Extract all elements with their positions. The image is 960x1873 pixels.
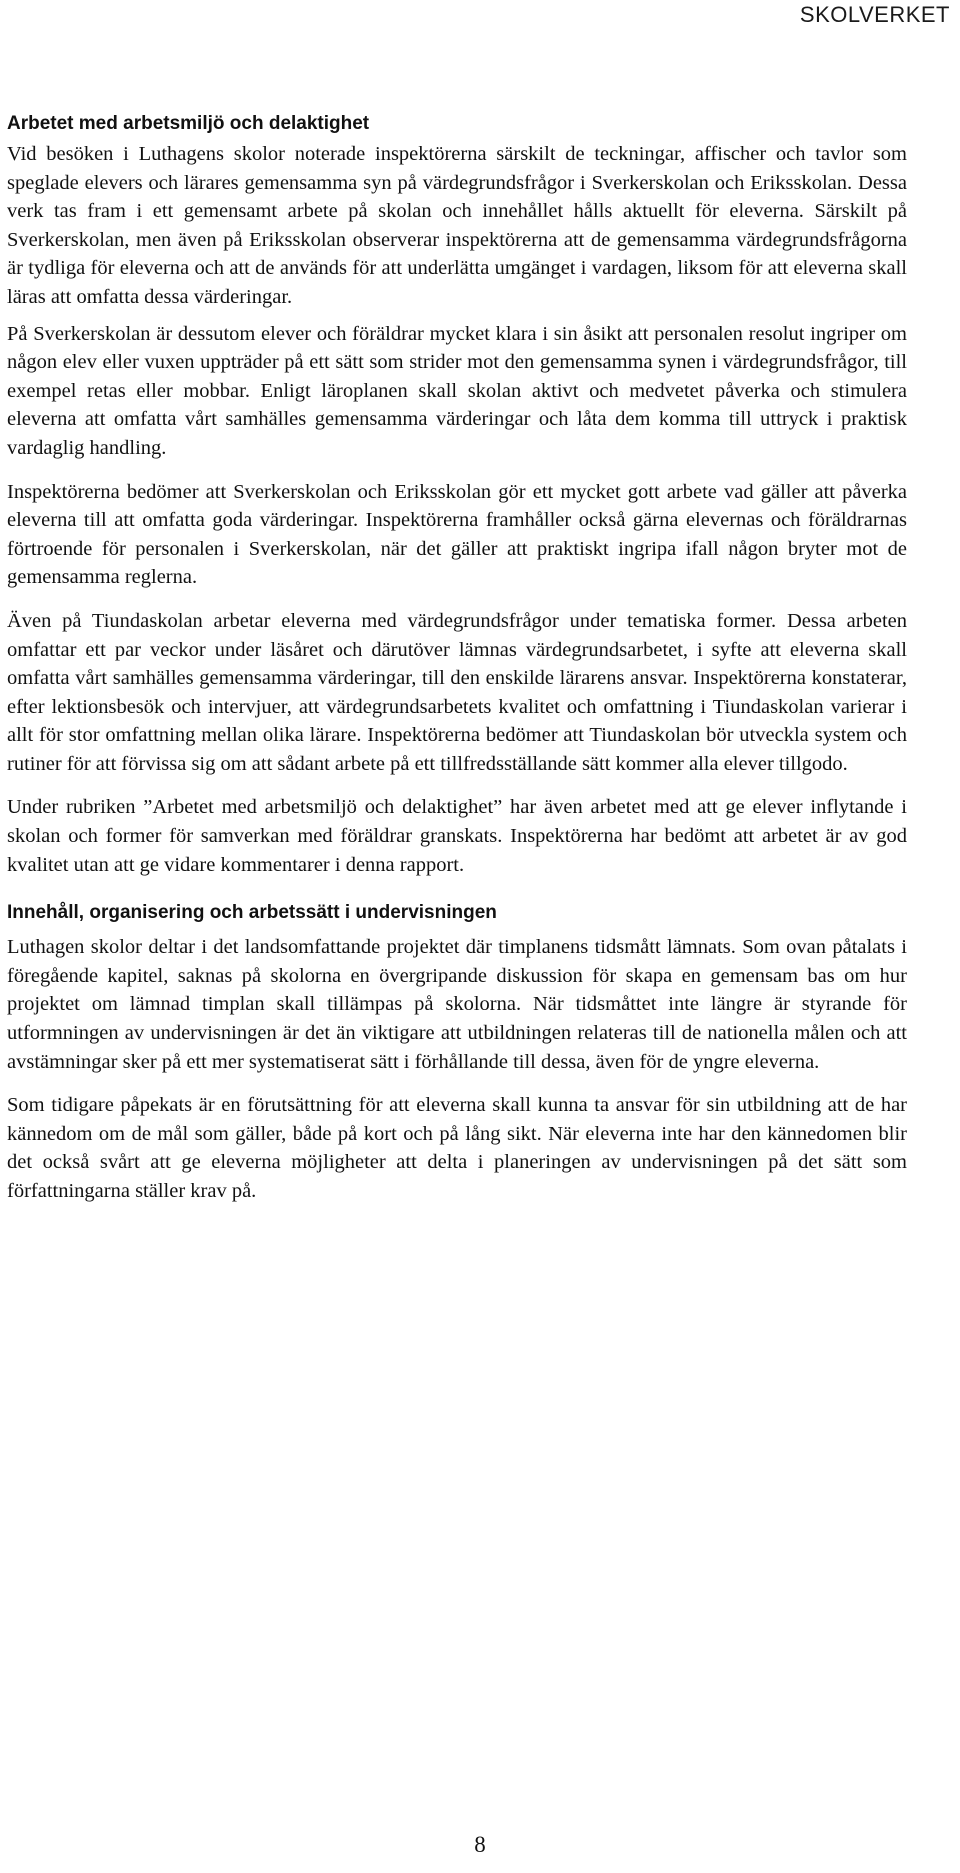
organization-header: SKOLVERKET: [799, 2, 950, 27]
paragraph: Luthagen skolor deltar i det landsomfattande projektet där timplanens tidsmått lämnats. Som ovan påtalats i föregående kapitel, saknas på skolorna en övergripande diskussion för skapa en gemensam bas om hur projektet om lämnad timplan skall tillämpas på skolorna. När tidsmåttet inte längre är styrande för utformningen av undervisningen är det än viktigare att utbildningen relateras till de nationella målen och att avstämningar sker på ett mer systematiserat sätt i förhållande till dessa, även för de yngre eleverna.: [7, 936, 907, 1073]
paragraph: Under rubriken ”Arbetet med arbetsmiljö och delaktighet” har även arbetet med att ge elever inflytande i skolan och former för samverkan med föräldrar granskats. Inspektörerna har bedömt att arbetet är av god kvalitet utan att ge vidare kommentarer i denna rapport.: [7, 796, 907, 876]
paragraph: Inspektörerna bedömer att Sverkerskolan och Eriksskolan gör ett mycket gott arbete vad gäller att påverka eleverna till att omfatta goda värderingar. Inspektörerna framhåller också gärna elevernas och föräldrarnas förtroende för personalen i Sverkerskolan, när det gäller att praktiskt ingripa ifall någon bryter mot de gemensamma reglerna.: [7, 480, 907, 589]
page-number: 8: [474, 1832, 486, 1857]
paragraph: Som tidigare påpekats är en förutsättning för att eleverna skall kunna ta ansvar för sin utbildning att de har kännedom om de mål som gäller, både på kort och på lång sikt. När eleverna inte har den kännedomen blir det också svårt att ge eleverna möjligheter att delta i planeringen av undervisningen på det sätt som författningarna ställer krav på.: [7, 1094, 907, 1202]
paragraph: Vid besöken i Luthagens skolor noterade inspektörerna särskilt de teckningar, affischer och tavlor som speglade elevers och lärares gemensamma syn på värdegrundsfrågor i Sverkerskolan och Eriksskolan. Dessa verk tas fram i ett gemensamt arbete på skolan och innehållet hålls aktuellt för eleverna. Särskilt på Sverkerskolan, men även på Eriksskolan observerar inspektörerna att de gemensamma värdegrundsfrågorna är tydliga för eleverna och att de används för att underlätta umgänget i vardagen, liksom för att eleverna skall läras att omfatta dessa värderingar.: [7, 143, 907, 308]
section-heading-arbetsmiljo: Arbetet med arbetsmiljö och delaktighet: [7, 113, 370, 134]
paragraph: Även på Tiundaskolan arbetar eleverna med värdegrundsfrågor under tematiska former. Dessa arbeten omfattar ett par veckor under läsåret och därutöver lämnas värdegrundsarbetet, i syfte att eleverna skall omfatta vårt samhälles gemensamma värderingar, till den enskilde lärarens ansvar. Inspektörerna konstaterar, efter lektionsbesök och intervjuer, att värdegrundsarbetets kvalitet och omfattning i Tiundaskolan varierar i allt för stor omfattning mellan olika lärare. Inspektörerna bedömer att Tiundaskolan bör utveckla system och rutiner för att förvissa sig om att sådant arbete på ett tillfredsställande sätt kommer alla elever tillgodo.: [7, 609, 907, 775]
document-body: [7, 112, 907, 1221]
paragraph: På Sverkerskolan är dessutom elever och föräldrar mycket klara i sin åsikt att personalen resolut ingriper om någon elev eller vuxen uppträder på ett sätt som strider mot den gemensamma synen i värdegrundsfrågor, till exempel retas eller mobbar. Enligt läroplanen skall skolan aktivt och medvetet påverka och stimulera eleverna att omfatta vårt samhälles gemensamma värderingar och låta dem komma till uttryck i praktisk vardaglig handling.: [7, 322, 907, 459]
section-heading-undervisning: Innehåll, organisering och arbetssätt i undervisningen: [7, 902, 497, 924]
